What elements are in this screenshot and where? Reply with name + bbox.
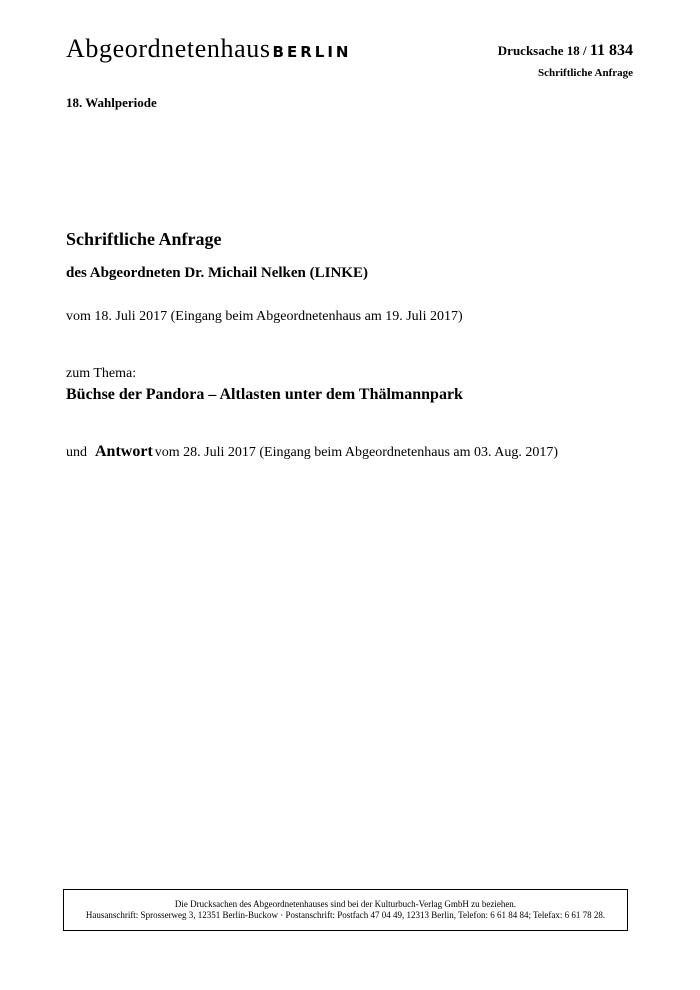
answer-line xyxy=(66,443,558,461)
answer-date-text: vom 28. Juli 2017 (Eingang beim Abgeordnetenhaus am 03. Aug. 2017) xyxy=(154,445,558,460)
document-number-label: Drucksache 18 / xyxy=(497,43,587,58)
document-number-block xyxy=(498,42,633,80)
document-number: 11 834 xyxy=(589,42,633,59)
document-number-line xyxy=(498,42,633,60)
footer-box xyxy=(63,889,628,931)
footer-line-1: Die Drucksachen des Abgeordnetenhauses sind bei der Kulturbuch-Verlag GmbH zu beziehen. xyxy=(174,899,517,909)
author-line: des Abgeordneten Dr. Michail Nelken (LINKE) xyxy=(66,265,368,281)
document-title: Schriftliche Anfrage xyxy=(66,229,222,249)
topic-title: Büchse der Pandora – Altlasten unter dem Thälmannpark xyxy=(66,386,463,403)
answer-word: Antwort xyxy=(95,443,153,460)
footer-line-2: Hausanschrift: Sprosserweg 3, 12351 Berlin-Buckow · Postanschrift: Postfach 47 04 49, 12313 Berlin, Telefon: 6 61 84 84; Telefax: 6 61 78 28. xyxy=(85,910,606,920)
document-type-header: Schriftliche Anfrage xyxy=(537,67,633,79)
topic-label: zum Thema: xyxy=(66,366,137,381)
legislative-period: 18. Wahlperiode xyxy=(66,95,157,110)
logo-main-text: Abgeordnetenhaus xyxy=(66,34,271,63)
answer-prefix: und xyxy=(66,445,87,460)
logo xyxy=(66,36,351,62)
logo-city-text: BERLIN xyxy=(272,43,352,61)
inquiry-date-line: vom 18. Juli 2017 (Eingang beim Abgeordnetenhaus am 19. Juli 2017) xyxy=(66,309,463,324)
